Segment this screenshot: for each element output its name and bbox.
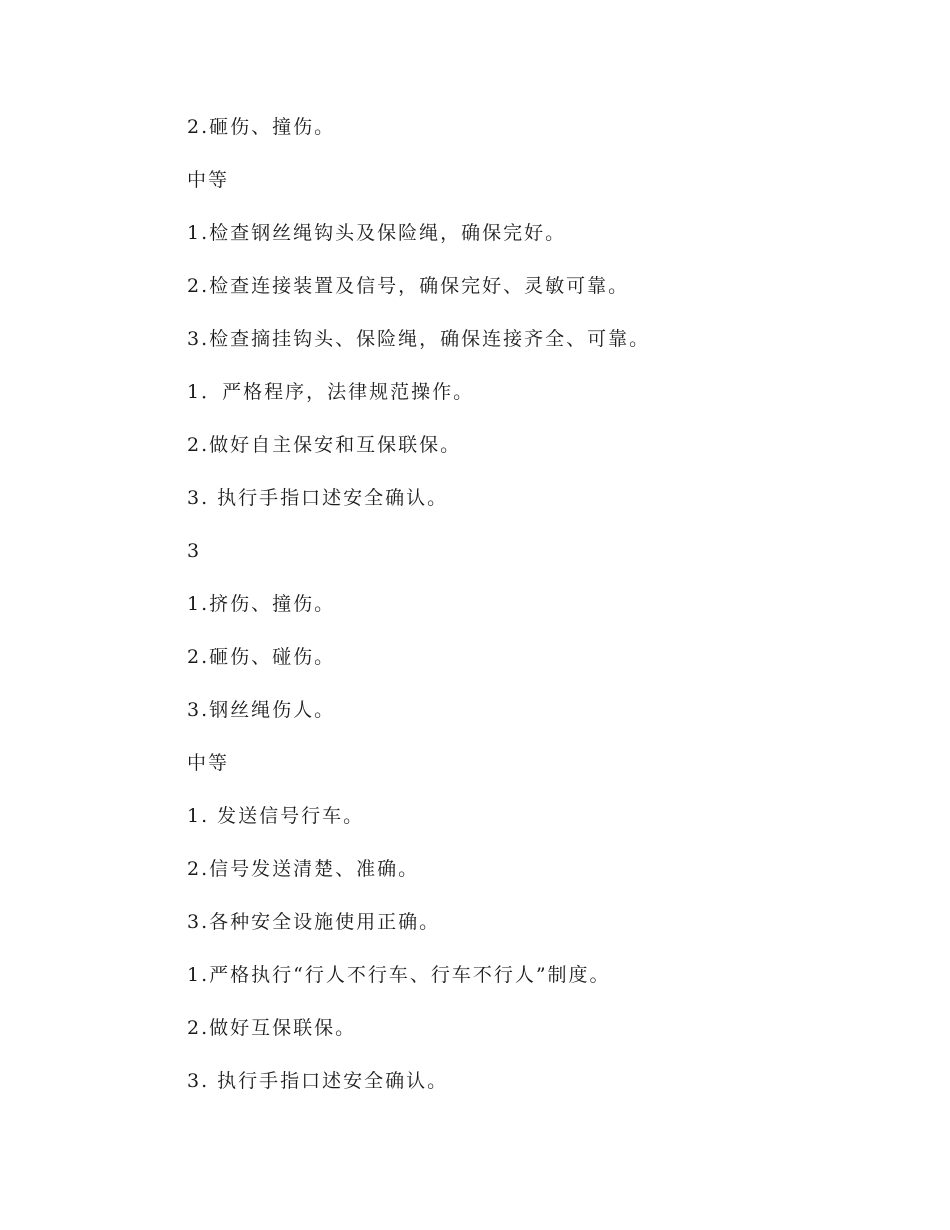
text-line: 2.检查连接装置及信号，确保完好、灵敏可靠。 <box>187 275 630 297</box>
text-line: 2.砸伤、碰伤。 <box>187 646 336 668</box>
text-line: 3. 执行手指口述安全确认。 <box>187 487 449 509</box>
text-line: 3.检查摘挂钩头、保险绳，确保连接齐全、可靠。 <box>187 328 651 350</box>
text-line: 2.做好互保联保。 <box>187 1017 357 1039</box>
text-line: 3 <box>187 540 202 562</box>
text-line: 3. 执行手指口述安全确认。 <box>187 1070 449 1092</box>
text-line: 1.严格执行“行人不行车、行车不行人”制度。 <box>187 964 611 986</box>
text-line: 1.挤伤、撞伤。 <box>187 593 336 615</box>
text-line: 1．严格程序，法律规范操作。 <box>187 381 475 403</box>
text-line: 3.钢丝绳伤人。 <box>187 699 336 721</box>
text-line: 2.信号发送清楚、准确。 <box>187 858 420 880</box>
text-line: 中等 <box>187 169 230 191</box>
text-line: 中等 <box>187 752 230 774</box>
document-body <box>187 112 887 1119</box>
text-line: 3.各种安全设施使用正确。 <box>187 911 441 933</box>
text-line: 1.检查钢丝绳钩头及保险绳，确保完好。 <box>187 222 567 244</box>
text-line: 1. 发送信号行车。 <box>187 805 365 827</box>
text-line: 2.做好自主保安和互保联保。 <box>187 434 462 456</box>
text-line: 2.砸伤、撞伤。 <box>187 116 336 138</box>
